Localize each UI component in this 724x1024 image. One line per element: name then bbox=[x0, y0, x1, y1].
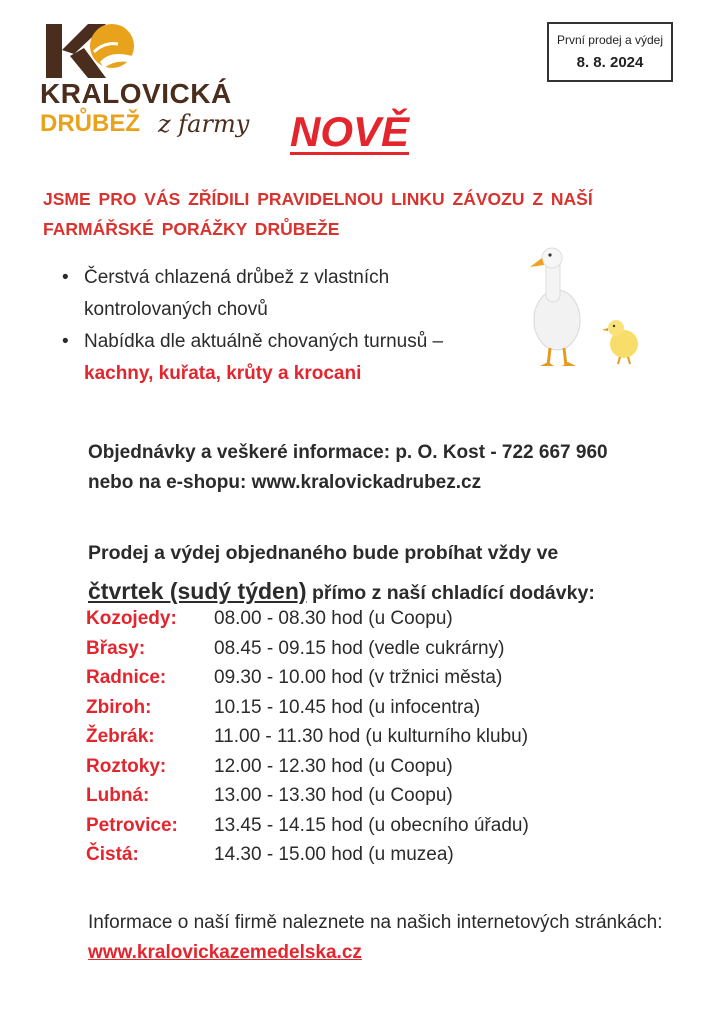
order-contact: Objednávky a veškeré informace: p. O. Kost - 722 667 960 bbox=[88, 442, 608, 463]
company-logo bbox=[40, 22, 250, 152]
stop-time: 13.00 - 13.30 hod (u Coopu) bbox=[214, 785, 453, 806]
order-info bbox=[88, 438, 608, 498]
bullet-text-2: Nabídka dle aktuálně chovaných turnusů – bbox=[84, 331, 444, 352]
goose-head-logo-icon bbox=[44, 22, 139, 80]
stop-place: Kozojedy: bbox=[86, 608, 177, 629]
stop-time: 10.15 - 10.45 hod (u infocentra) bbox=[214, 696, 481, 718]
stop-place: Zbiroh: bbox=[86, 696, 152, 718]
stop-place: Lubná: bbox=[86, 785, 150, 806]
intro-text: JSME PRO VÁS ZŘÍDILI PRAVIDELNOU LINKU ZÁVOZU Z NAŠÍ FARMÁŘSKÉ PORÁŽKY DRŮBEŽE bbox=[43, 189, 593, 239]
stop-time: 08.00 - 08.30 hod (u Coopu) bbox=[214, 608, 453, 629]
footer-info bbox=[88, 908, 688, 968]
stop-place: Petrovice: bbox=[86, 814, 178, 836]
sale-line1: Prodej a výdej objednaného bude probíhat vždy ve bbox=[88, 542, 559, 564]
list-item bbox=[62, 262, 482, 326]
website-link[interactable]: www.kralovickazemedelska.cz bbox=[88, 942, 362, 963]
stop-time: 11.00 - 11.30 hod (u kulturního klubu) bbox=[214, 726, 529, 747]
stop-place: Čistá: bbox=[86, 844, 139, 865]
offer-list bbox=[62, 262, 482, 390]
sale-line2 bbox=[88, 572, 595, 612]
stop-time: 13.45 - 14.15 hod (u obecního úřadu) bbox=[214, 814, 529, 836]
stop-place: Žebrák: bbox=[86, 726, 155, 747]
sale-info bbox=[88, 534, 595, 612]
stop-place: Roztoky: bbox=[86, 755, 167, 777]
first-sale-date-box bbox=[547, 22, 673, 82]
stop-time: 09.30 - 10.00 hod (v tržnici města) bbox=[214, 667, 503, 688]
brand-tagline: z farmy bbox=[158, 110, 250, 138]
date-box-date: 8. 8. 2024 bbox=[576, 54, 644, 71]
bullet-highlight: kachny, kuřata, krůty a krocani bbox=[84, 363, 362, 384]
list-item bbox=[62, 326, 482, 390]
footer-text: Informace o naší firmě naleznete na našich internetových stránkách: bbox=[88, 912, 663, 933]
brand-name-line2: DRŮBEŽ bbox=[40, 110, 140, 137]
stop-time: 14.30 - 15.00 hod (u muzea) bbox=[214, 844, 454, 865]
stop-place: Radnice: bbox=[86, 667, 167, 688]
duck-icon bbox=[530, 248, 580, 366]
stop-time: 08.45 - 09.15 hod (vedle cukrárny) bbox=[214, 637, 505, 659]
order-eshop: nebo na e-shopu: www.kralovickadrubez.cz bbox=[88, 472, 482, 493]
sale-day: čtvrtek (sudý týden) bbox=[88, 578, 307, 604]
date-box-label: První prodej a výdej bbox=[556, 33, 664, 47]
chick-icon bbox=[602, 320, 638, 364]
bullet-text-1: Čerstvá chlazená drůbež z vlastních kontrolovaných chovů bbox=[84, 267, 390, 320]
headline: NOVĚ bbox=[290, 108, 410, 155]
sale-line2-rest: přímo z naší chladící dodávky: bbox=[306, 582, 595, 604]
duck-and-chick-illustration bbox=[522, 240, 652, 375]
stop-place: Břasy: bbox=[86, 637, 146, 659]
brand-name-line1: KRALOVICKÁ bbox=[40, 78, 232, 109]
stop-time: 12.00 - 12.30 hod (u Coopu) bbox=[214, 755, 453, 777]
